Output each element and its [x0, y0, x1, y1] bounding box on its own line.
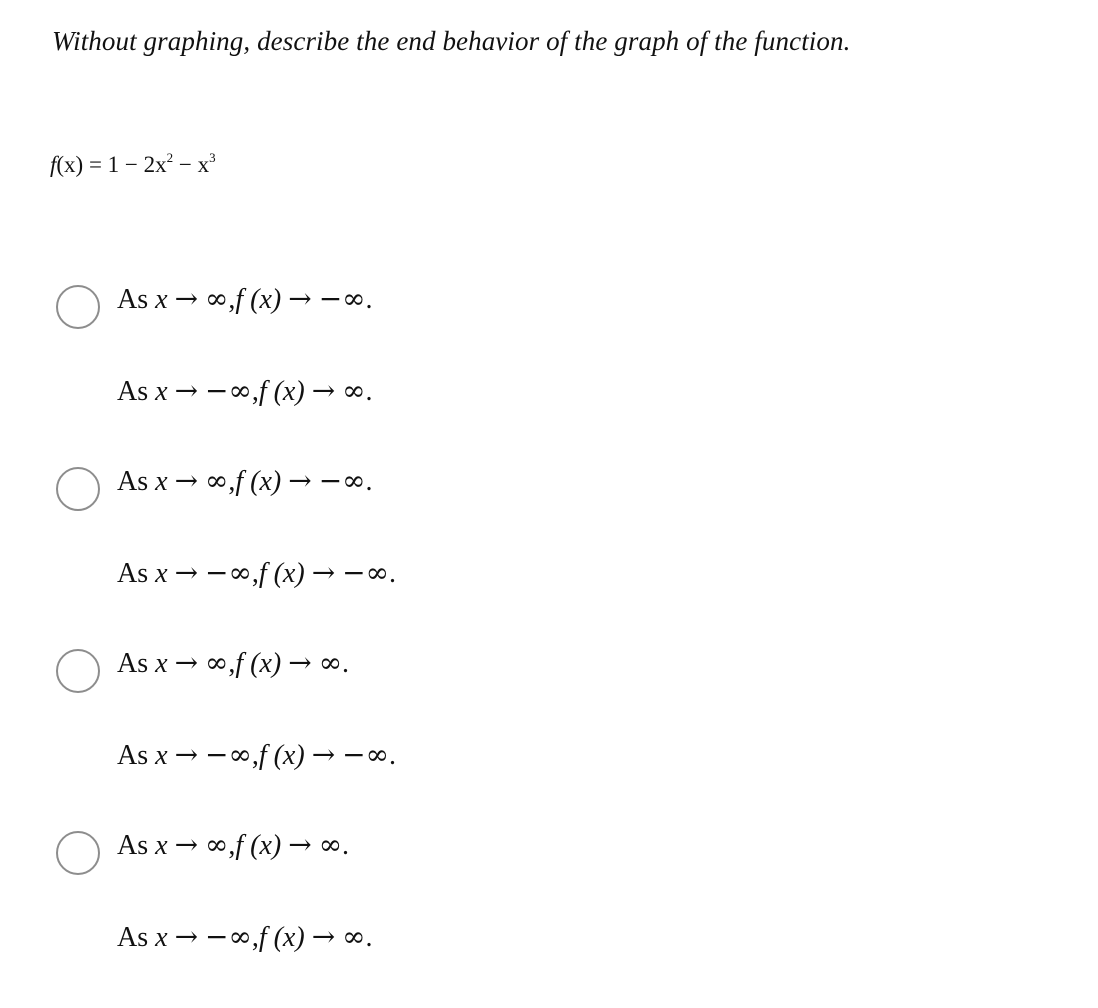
function-symbol: f	[235, 830, 244, 861]
variable-x: x	[155, 922, 168, 953]
comma: ,	[251, 558, 259, 589]
variable-x: x	[155, 284, 168, 315]
option-3-line-2	[117, 738, 396, 772]
period: .	[388, 740, 396, 771]
arrow-symbol: →	[311, 738, 336, 771]
period: .	[365, 466, 373, 497]
function-limit: ∞	[342, 920, 366, 953]
period: .	[388, 558, 396, 589]
radio-button-4[interactable]	[56, 831, 100, 875]
function-limit: ∞	[318, 646, 343, 679]
option-2-line-1	[117, 464, 372, 498]
option-text: As	[117, 922, 149, 953]
x-limit: −∞	[205, 738, 252, 771]
arrow-symbol: →	[174, 828, 199, 861]
period: .	[365, 284, 373, 315]
x-limit: ∞	[205, 464, 229, 497]
x-limit: −∞	[205, 920, 252, 953]
comma: ,	[251, 922, 259, 953]
arrow-symbol: →	[174, 282, 199, 315]
arrow-symbol: →	[311, 920, 336, 953]
function-name: f	[50, 152, 57, 177]
function-symbol: f	[258, 558, 267, 589]
variable-x: x	[155, 466, 168, 497]
function-symbol: f	[235, 466, 244, 497]
radio-button-1[interactable]	[56, 285, 100, 329]
option-text: As	[117, 284, 149, 315]
function-exponent-2: 3	[209, 150, 216, 165]
function-argument: (x)	[273, 740, 305, 771]
function-symbol: f	[258, 922, 267, 953]
arrow-symbol: →	[311, 374, 336, 407]
comma: ,	[228, 466, 236, 497]
x-limit: ∞	[205, 828, 229, 861]
option-text: As	[117, 830, 149, 861]
function-expression-part-1: (x) = 1 − 2x	[56, 152, 167, 177]
function-argument: (x)	[250, 648, 282, 679]
function-argument: (x)	[273, 376, 305, 407]
function-exponent-1: 2	[166, 150, 174, 165]
option-text: As	[117, 740, 149, 771]
function-limit: −∞	[318, 464, 366, 497]
arrow-symbol: →	[174, 738, 199, 771]
arrow-symbol: →	[288, 464, 312, 497]
answer-option-2[interactable]	[56, 464, 756, 644]
function-argument: (x)	[250, 830, 282, 861]
answer-option-3[interactable]	[56, 646, 756, 826]
option-3-line-1	[117, 646, 349, 680]
option-1-line-2	[117, 374, 372, 408]
function-limit: −∞	[318, 282, 366, 315]
comma: ,	[251, 376, 259, 407]
function-symbol: f	[235, 648, 244, 679]
arrow-symbol: →	[288, 282, 312, 315]
function-argument: (x)	[273, 558, 305, 589]
option-1-line-1	[117, 282, 372, 316]
variable-x: x	[155, 740, 168, 771]
function-argument: (x)	[273, 922, 305, 953]
period: .	[342, 648, 350, 679]
option-text: As	[117, 376, 149, 407]
comma: ,	[251, 740, 259, 771]
x-limit: ∞	[205, 646, 229, 679]
radio-button-3[interactable]	[56, 649, 100, 693]
arrow-symbol: →	[174, 920, 199, 953]
x-limit: −∞	[205, 374, 252, 407]
arrow-symbol: →	[288, 646, 312, 679]
option-text: As	[117, 466, 149, 497]
function-argument: (x)	[250, 284, 282, 315]
function-symbol: f	[258, 376, 267, 407]
function-limit: −∞	[342, 738, 389, 771]
comma: ,	[228, 648, 236, 679]
period: .	[365, 922, 373, 953]
comma: ,	[228, 284, 236, 315]
option-2-line-2	[117, 556, 396, 590]
variable-x: x	[155, 830, 168, 861]
variable-x: x	[155, 376, 168, 407]
answer-option-1[interactable]	[56, 282, 756, 462]
radio-button-2[interactable]	[56, 467, 100, 511]
function-definition	[50, 152, 216, 178]
period: .	[365, 376, 373, 407]
function-limit: ∞	[318, 828, 343, 861]
function-symbol: f	[258, 740, 267, 771]
comma: ,	[228, 830, 236, 861]
arrow-symbol: →	[174, 464, 199, 497]
function-argument: (x)	[250, 466, 282, 497]
question-prompt: Without graphing, describe the end behavior of the graph of the function.	[52, 26, 851, 56]
function-symbol: f	[235, 284, 244, 315]
arrow-symbol: →	[174, 374, 199, 407]
option-text: As	[117, 648, 149, 679]
x-limit: ∞	[205, 282, 229, 315]
arrow-symbol: →	[174, 646, 199, 679]
option-text: As	[117, 558, 149, 589]
function-limit: ∞	[342, 374, 366, 407]
variable-x: x	[155, 558, 168, 589]
answer-option-4[interactable]	[56, 828, 756, 1008]
option-4-line-1	[117, 828, 349, 862]
function-limit: −∞	[342, 556, 389, 589]
arrow-symbol: →	[174, 556, 199, 589]
x-limit: −∞	[205, 556, 252, 589]
variable-x: x	[155, 648, 168, 679]
arrow-symbol: →	[288, 828, 312, 861]
option-4-line-2	[117, 920, 372, 954]
function-expression-part-2: − x	[173, 152, 210, 177]
period: .	[342, 830, 350, 861]
arrow-symbol: →	[311, 556, 336, 589]
